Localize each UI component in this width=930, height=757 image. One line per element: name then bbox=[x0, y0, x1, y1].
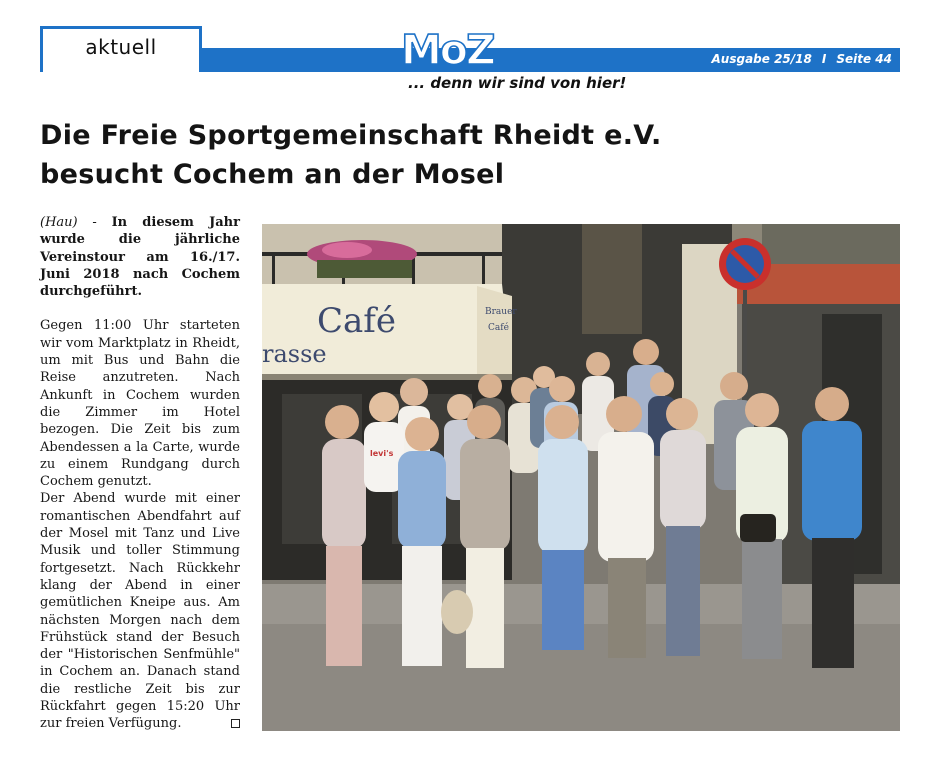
author-tag: (Hau) - bbox=[40, 215, 97, 230]
end-mark-icon bbox=[231, 719, 240, 728]
svg-text:Brauer: Brauer bbox=[485, 307, 517, 317]
svg-text:Café: Café bbox=[488, 323, 509, 333]
issue-separator: I bbox=[821, 52, 827, 66]
article-paragraph-2 bbox=[40, 490, 240, 732]
article-lead bbox=[40, 214, 240, 300]
logo-text: MoZ bbox=[401, 26, 494, 68]
section-label: aktuell bbox=[85, 35, 157, 59]
issue-number: Ausgabe 25/18 bbox=[711, 52, 812, 66]
headline-line-2: besucht Cochem an der Mosel bbox=[40, 159, 505, 190]
article-body bbox=[40, 214, 240, 733]
page-number: Seite 44 bbox=[836, 52, 892, 66]
terrasse-sign: rasse bbox=[262, 340, 327, 368]
article-headline bbox=[40, 116, 740, 194]
headline-line-1: Die Freie Sportgemeinschaft Rheidt e.V. bbox=[40, 120, 662, 151]
issue-info bbox=[712, 52, 892, 66]
lead-text: In diesem Jahr wurde die jährliche Vereinstour am 16./17. Juni 2018 nach Cochem durchgeführt. bbox=[40, 215, 240, 300]
group-photo-illustration bbox=[262, 224, 900, 731]
group-photo bbox=[262, 224, 900, 731]
shirt-text: levi's bbox=[370, 449, 394, 458]
moz-logo bbox=[400, 26, 496, 68]
slogan: ... denn wir sind von hier! bbox=[408, 74, 627, 92]
article-paragraph-2-text: Der Abend wurde mit einer romantischen Abendfahrt auf der Mosel mit Tanz und Live Musik und toller Stimmung fortgesetzt. Nach Rückkehr klang der Abend in einer gemütlichen Kneipe aus. Am nächsten Morgen nach dem Frühstück stand der Besuch der "Historischen Senfmühle" in Cochem an. Danach stand die restliche Zeit bis zur Rückfahrt gegen 15:20 Uhr zur freien Verfügung. bbox=[40, 491, 240, 732]
cafe-sign: Café bbox=[317, 301, 396, 341]
article-paragraph-1: Gegen 11:00 Uhr starteten wir vom Marktplatz in Rheidt, um mit Bus und Bahn die Reise anzutreten. Nach Ankunft in Cochem wurden die Zimmer im Hotel bezogen. Die Zeit bis zum Abendessen a la Carte, wurde zu einem Rundgang durch Cochem genutzt. bbox=[40, 318, 240, 490]
section-tab bbox=[40, 26, 202, 72]
